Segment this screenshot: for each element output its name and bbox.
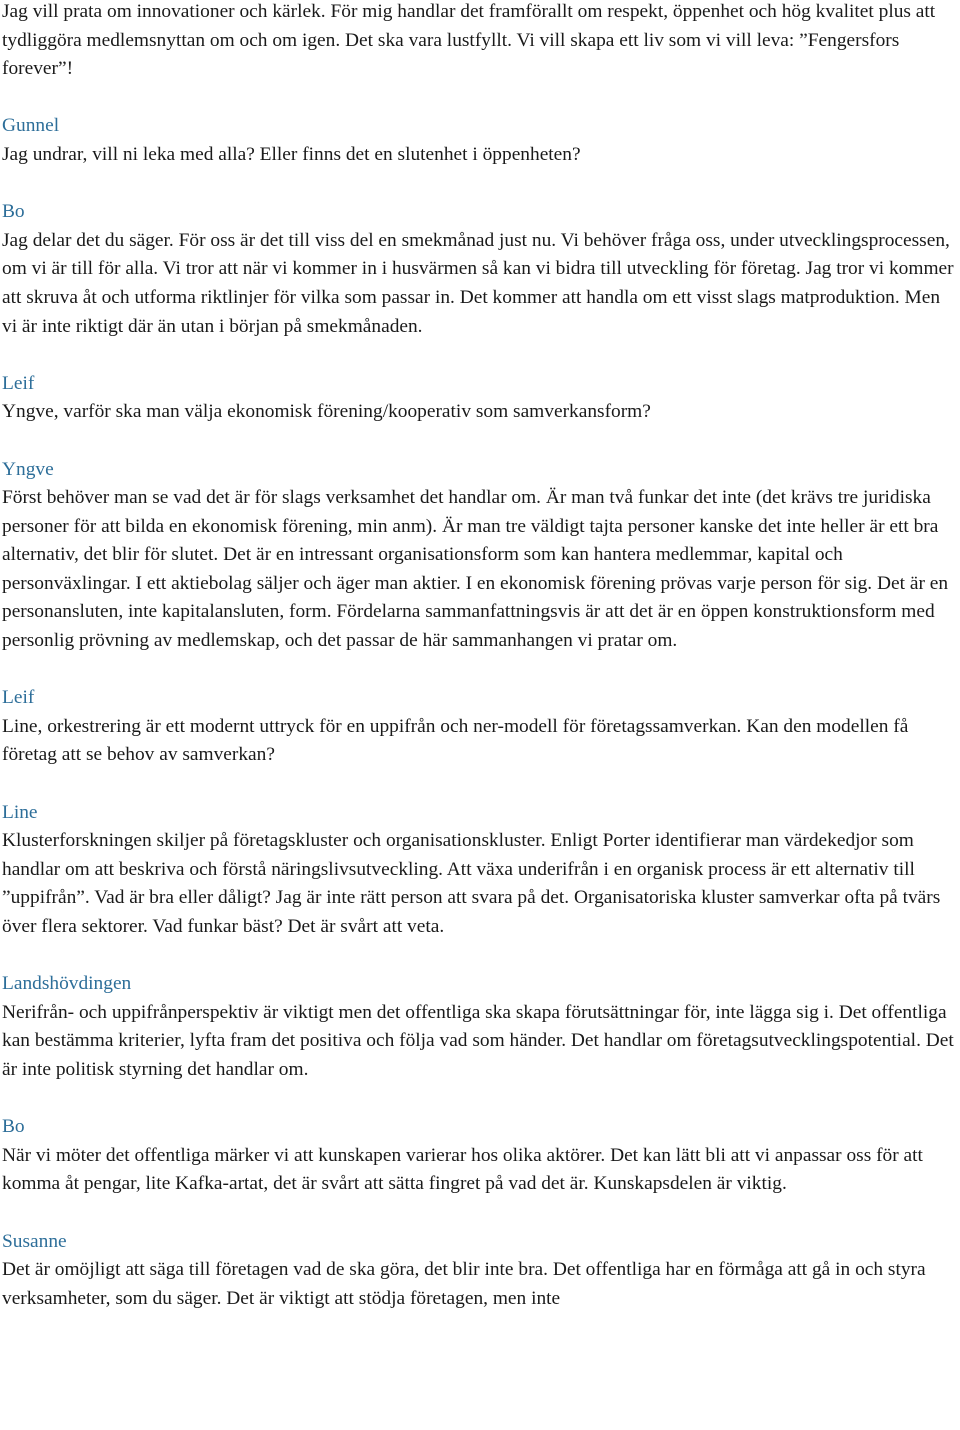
speech-block [2,456,957,656]
speech-text: Det är omöjligt att säga till företagen vad de ska göra, det blir inte bra. Det offentliga har en förmåga att gå in och styra verksamheter, som du säger. Det är viktigt att stödja företagen, men inte [2,1259,926,1309]
speech-text: Yngve, varför ska man välja ekonomisk förening/kooperativ som samverkansform? [2,401,651,423]
speech-text: Line, orkestrering är ett modernt uttryck för en uppifrån och ner-modell för företagssamverkan. Kan den modellen få företag att se behov av samverkan? [2,715,909,766]
speech-block [2,198,957,341]
speaker-name: Line [2,801,38,823]
speech-block [2,970,957,1084]
speaker-name: Gunnel [2,115,60,137]
speech-block [2,799,957,942]
speech-block [2,684,957,770]
speech-text: Först behöver man se vad det är för slags verksamhet det handlar om. Är man två funkar det inte (det krävs tre juridiska personer för att bilda en ekonomisk förening, min anm). Är man tre väldigt tajta personer kanske det inte heller är ett bra alternativ, det blir för slutet. Det är en intressant organisationsform som kan hantera medlemmar, kapital och personväxlingar. I ett aktiebolag säljer och äger man aktier. I en ekonomisk förening prövas varje person för sig. Det är en personansluten, inte kapitalansluten, form. Fördelarna sammanfattningsvis är att det är en öppen konstruktionsform med personlig prövning av medlemskap, och det passar de här sammanhangen vi pratar om. [2,487,949,652]
speaker-name: Leif [2,372,35,394]
speech-text: När vi möter det offentliga märker vi att kunskapen varierar hos olika aktörer. Det kan lätt bli att vi anpassar oss för att komma åt pengar, lite Kafka-artat, det är svårt att sätta fingret på vad det är. Kunskapsdelen är viktig. [2,1144,923,1195]
speech-text: Klusterforskningen skiljer på företagskluster och organisationskluster. Enligt Porter identifierar man värdekedjor som handlar om att beskriva och förstå näringslivsutveckling. Att växa underifrån i en organisk process är ett alternativ till ”uppifrån”. Vad är bra eller dåligt? Jag är inte rätt person att svara på det. Organisatoriska kluster samverkar ofta på tvärs över flera sektorer. Vad funkar bäst? Det är svårt att veta. [2,830,941,937]
intro-paragraph: Jag vill prata om innovationer och kärlek. För mig handlar det framförallt om respekt, öppenhet och hög kvalitet plus att tydliggöra medlemsnyttan om och om igen. Det ska vara lustfyllt. Vi vill skapa ett liv som vi vill leva: ”Fengersfors forever”! [2,1,936,80]
speech-block [2,1113,957,1199]
transcript-document [2,0,957,1342]
speech-text: Nerifrån- och uppifrånperspektiv är viktigt men det offentliga ska skapa förutsättningar för, inte lägga sig i. Det offentliga kan bestämma kriterier, lyfta fram det positiva och följa vad som händer. Det handlar om företagsutvecklingspotential. Det är inte politisk styrning det handlar om. [2,1001,954,1080]
speaker-name: Bo [2,201,25,223]
speech-block [2,1228,957,1314]
speaker-name: Leif [2,687,35,709]
speech-text: Jag delar det du säger. För oss är det till viss del en smekmånad just nu. Vi behöver fråga oss, under utvecklingsprocessen, om vi är till för alla. Vi tror att när vi kommer in i husvärmen så kan vi bidra till utveckling för företag. Jag tror vi kommer att skruva åt och utforma riktlinjer för vilka som passar in. Det kommer att handla om ett visst slags matproduktion. Men vi är inte riktigt där än utan i början på smekmånaden. [2,229,954,337]
speech-block [2,370,957,427]
speaker-name: Yngve [2,458,54,480]
speaker-name: Susanne [2,1230,67,1252]
speaker-name: Bo [2,1116,25,1138]
speech-block [2,112,957,169]
speaker-name: Landshövdingen [2,973,132,995]
speech-text: Jag undrar, vill ni leka med alla? Eller finns det en slutenhet i öppenheten? [2,143,581,165]
